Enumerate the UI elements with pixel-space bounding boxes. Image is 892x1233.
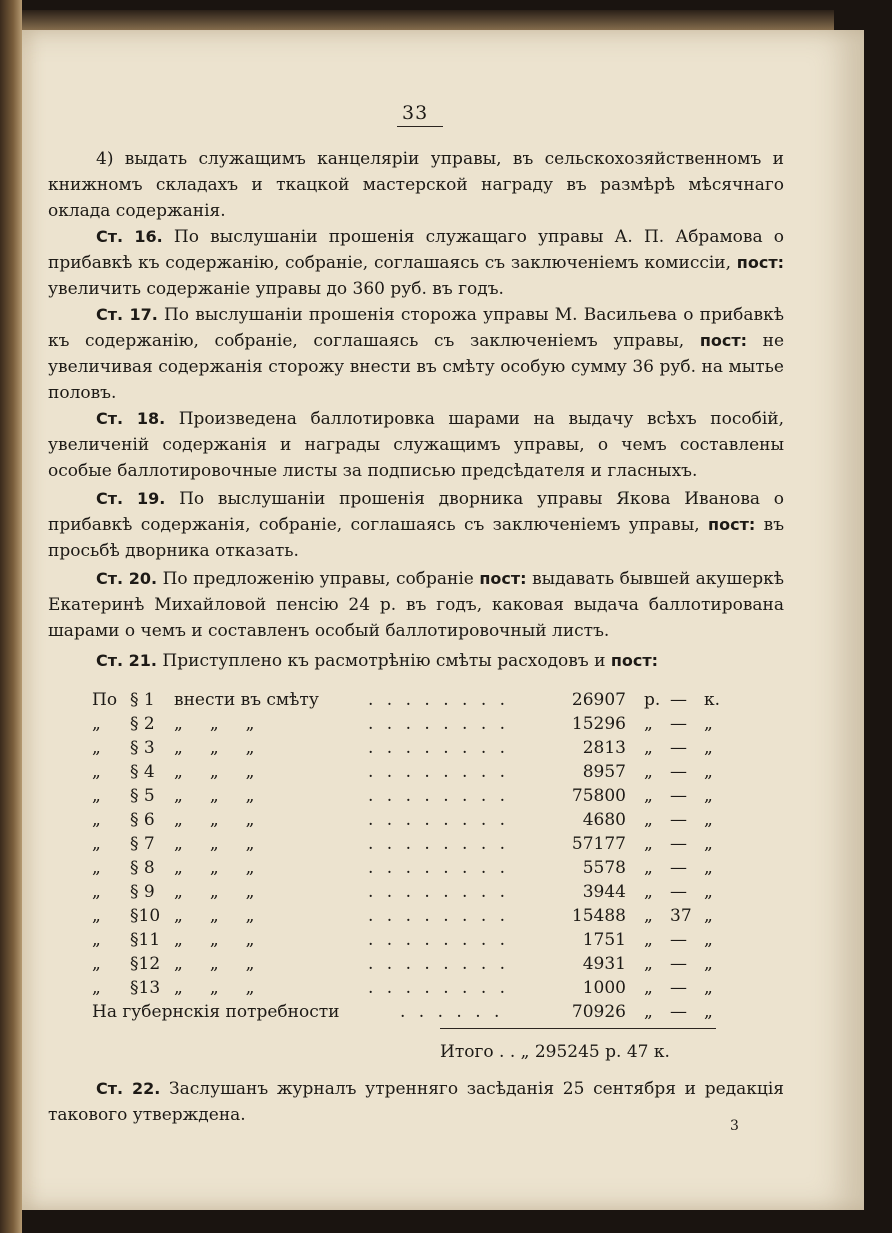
- article-text: Произведена баллотировка шарами на выдачу всѣхъ пособій, увеличеній содержанія и награды служащимъ управы, о чемъ составлены особые баллотировочные листы за подписью предсѣдателя и гласныхъ.: [48, 409, 784, 481]
- budget-row: [92, 736, 712, 760]
- article-20: [48, 566, 784, 644]
- budget-row-kop-unit: „: [704, 930, 713, 950]
- budget-row-amount: 8957: [582, 762, 626, 782]
- budget-row-description: „ „ „: [174, 930, 255, 950]
- article-22: [48, 1076, 784, 1128]
- budget-row-kop-unit: „: [704, 1002, 713, 1022]
- budget-row-kop: —: [670, 714, 687, 734]
- article-number: Ст. 19.: [96, 489, 166, 508]
- total-kop-unit: к.: [653, 1042, 670, 1062]
- total-rub-unit: р.: [605, 1042, 622, 1062]
- budget-row-leader-dots: . . . . . . . .: [368, 930, 510, 950]
- budget-row-section: § 2: [130, 714, 155, 734]
- budget-row: [92, 952, 712, 976]
- budget-row-rub-unit: „: [644, 906, 653, 926]
- budget-row-kop: —: [670, 930, 687, 950]
- budget-row-kop: —: [670, 738, 687, 758]
- budget-row-description: „ „ „: [174, 762, 255, 782]
- budget-row-rub-unit: р.: [644, 690, 661, 710]
- budget-row-amount: 1000: [582, 978, 626, 998]
- budget-row: [92, 760, 712, 784]
- budget-row-amount: 26907: [571, 690, 626, 710]
- budget-row-description: внести въ смѣту: [174, 690, 319, 710]
- budget-row-amount: 4931: [582, 954, 626, 974]
- budget-row-section: § 6: [130, 810, 155, 830]
- resolution-keyword: пост:: [708, 515, 756, 534]
- budget-row-description: „ „ „: [174, 738, 255, 758]
- paragraph-text: 4) выдать служащимъ канцеляріи управы, въ сельскохозяйственномъ и книжномъ складахъ и ткацкой мастерской награду въ размѣрѣ мѣсячнаго оклада содержанія.: [48, 149, 784, 221]
- article-text: По выслушаніи прошенія дворника управы Якова Иванова о прибавкѣ содержанія, собраніе, соглашаясь съ заключеніемъ управы,: [48, 489, 785, 535]
- budget-row-leader-dots: . . . . . . . .: [368, 786, 510, 806]
- budget-row-prefix: „: [92, 954, 101, 974]
- budget-row-section: § 1: [130, 690, 155, 710]
- page-number: 33: [402, 102, 429, 124]
- article-21: [48, 648, 784, 674]
- article-text: Приступлено къ расмотрѣнію смѣты расходовъ и: [162, 651, 606, 671]
- article-number: Ст. 18.: [96, 409, 166, 428]
- budget-row-provincial: [92, 1000, 712, 1024]
- budget-table: [92, 688, 721, 1024]
- budget-row-description: „ „ „: [174, 954, 255, 974]
- book-top-edge: [22, 10, 834, 32]
- resolution-keyword: пост:: [736, 253, 784, 272]
- total-kop: 47: [626, 1042, 649, 1062]
- budget-row-amount: 2813: [582, 738, 626, 758]
- budget-row-prefix: „: [92, 930, 101, 950]
- total-rule: [440, 1028, 716, 1029]
- book-spine: [0, 0, 22, 1233]
- article-text: увеличить содержаніе управы до 360 руб. въ годъ.: [48, 279, 504, 299]
- budget-row-description: „ „ „: [174, 882, 255, 902]
- budget-row-description: На губернскія потребности: [92, 1002, 340, 1022]
- article-number: Ст. 17.: [96, 305, 158, 324]
- budget-row-prefix: „: [92, 858, 101, 878]
- budget-row-rub-unit: „: [644, 834, 653, 854]
- budget-row-kop-unit: „: [704, 978, 713, 998]
- budget-row-amount: 1751: [582, 930, 626, 950]
- budget-row-kop-unit: к.: [704, 690, 721, 710]
- budget-row-section: §10: [130, 906, 161, 926]
- budget-row-rub-unit: „: [644, 786, 653, 806]
- article-text: въ просьбѣ дворника отказать.: [48, 515, 785, 561]
- budget-row-kop-unit: „: [704, 858, 713, 878]
- budget-row-leader-dots: . . . . . . . .: [368, 906, 510, 926]
- budget-row-kop: —: [670, 1002, 687, 1022]
- budget-row-kop: —: [670, 858, 687, 878]
- article-number: Ст. 20.: [96, 569, 158, 588]
- budget-row-amount: 70926: [571, 1002, 626, 1022]
- budget-row-leader-dots: . . . . . . . .: [368, 690, 510, 710]
- article-18: [48, 406, 784, 484]
- budget-row-leader-dots: . . . . . . . .: [368, 882, 510, 902]
- budget-row-amount: 3944: [582, 882, 626, 902]
- budget-row-rub-unit: „: [644, 714, 653, 734]
- budget-row: [92, 784, 712, 808]
- budget-row-amount: 4680: [582, 810, 626, 830]
- budget-row-description: „ „ „: [174, 978, 255, 998]
- budget-row: [92, 856, 712, 880]
- budget-row-kop: —: [670, 810, 687, 830]
- budget-row-kop: —: [670, 762, 687, 782]
- budget-row-kop-unit: „: [704, 882, 713, 902]
- paragraph-item-4: [48, 146, 784, 224]
- budget-row-prefix: „: [92, 906, 101, 926]
- budget-row-prefix: „: [92, 882, 101, 902]
- budget-row-rub-unit: „: [644, 882, 653, 902]
- article-text: выдавать бывшей акушеркѣ Екатеринѣ Михайловой пенсію 24 р. въ годъ, каковая выдача баллотирована шарами о чемъ и составленъ особый баллотировочный листъ.: [48, 569, 785, 641]
- budget-row: [92, 688, 721, 712]
- budget-row-prefix: „: [92, 978, 101, 998]
- budget-row-rub-unit: „: [644, 762, 653, 782]
- article-16: [48, 224, 784, 302]
- budget-row-leader-dots: . . . . . . . .: [368, 834, 510, 854]
- budget-row-prefix: „: [92, 762, 101, 782]
- budget-row-kop-unit: „: [704, 786, 713, 806]
- budget-row: [92, 928, 712, 952]
- budget-row-rub-unit: „: [644, 978, 653, 998]
- resolution-keyword: пост:: [479, 569, 527, 588]
- budget-row-rub-unit: „: [644, 738, 653, 758]
- budget-row-section: § 5: [130, 786, 155, 806]
- budget-row-kop-unit: „: [704, 714, 713, 734]
- budget-row-description: „ „ „: [174, 906, 255, 926]
- total-label: Итого . .: [440, 1042, 516, 1062]
- budget-row-leader-dots: . . . . . . . .: [368, 954, 510, 974]
- budget-row-section: §12: [130, 954, 161, 974]
- budget-row-kop-unit: „: [704, 906, 713, 926]
- budget-row-section: § 4: [130, 762, 155, 782]
- budget-row-kop: 37: [670, 906, 692, 926]
- article-text: По выслушаніи прошенія сторожа управы М. Васильева о прибавкѣ къ содержанію, собраніе, соглашаясь съ заключеніемъ управы,: [48, 305, 784, 351]
- budget-row-section: § 7: [130, 834, 155, 854]
- budget-row-section: § 9: [130, 882, 155, 902]
- budget-row-kop-unit: „: [704, 954, 713, 974]
- budget-row-leader-dots: . . . . . . . .: [368, 810, 510, 830]
- budget-row-prefix: „: [92, 834, 101, 854]
- budget-row: [92, 832, 712, 856]
- budget-row-rub-unit: „: [644, 858, 653, 878]
- article-text: не увеличивая содержанія сторожу внести въ смѣту особую сумму 36 руб. на мытье половъ.: [48, 331, 785, 403]
- budget-row-rub-unit: „: [644, 1002, 653, 1022]
- budget-row: [92, 904, 712, 928]
- budget-row-amount: 15488: [571, 906, 626, 926]
- resolution-keyword: пост:: [699, 331, 748, 350]
- budget-row-description: „ „ „: [174, 858, 255, 878]
- budget-row-prefix: „: [92, 786, 101, 806]
- article-text: По выслушаніи прошенія служащаго управы А. П. Абрамова о прибавкѣ къ содержанію, собраніе, соглашаясь съ заключеніемъ комиссіи,: [48, 227, 784, 273]
- book-page: [22, 30, 864, 1210]
- budget-row-kop: —: [670, 786, 687, 806]
- budget-row-amount: 15296: [571, 714, 626, 734]
- budget-row-section: § 8: [130, 858, 155, 878]
- budget-row: [92, 712, 712, 736]
- budget-row-rub-unit: „: [644, 810, 653, 830]
- budget-row: [92, 808, 712, 832]
- budget-row-section: §11: [130, 930, 161, 950]
- budget-row-description: „ „ „: [174, 714, 255, 734]
- budget-row-leader-dots: . . . . . . . .: [368, 978, 510, 998]
- article-text: По предложенію управы, собраніе: [162, 569, 474, 589]
- budget-row-kop: —: [670, 954, 687, 974]
- budget-row-kop: —: [670, 882, 687, 902]
- article-text: Заслушанъ журналъ утренняго засѣданія 25 сентября и редакція такового утверждена.: [48, 1079, 784, 1125]
- budget-row-amount: 57177: [571, 834, 626, 854]
- budget-row-amount: 5578: [582, 858, 626, 878]
- budget-row-rub-unit: „: [644, 930, 653, 950]
- article-19: [48, 486, 784, 564]
- budget-row-leader-dots: . . . . . .: [400, 1002, 504, 1022]
- article-number: Ст. 22.: [96, 1079, 161, 1098]
- budget-row-section: §13: [130, 978, 161, 998]
- budget-row-description: „ „ „: [174, 786, 255, 806]
- budget-row: [92, 880, 712, 904]
- budget-row-leader-dots: . . . . . . . .: [368, 762, 510, 782]
- budget-row-prefix: „: [92, 738, 101, 758]
- budget-row-kop: —: [670, 690, 687, 710]
- budget-row: [92, 976, 712, 1000]
- total-amount: „ 295245: [520, 1042, 600, 1062]
- budget-row-kop-unit: „: [704, 810, 713, 830]
- budget-row-section: § 3: [130, 738, 155, 758]
- budget-row-leader-dots: . . . . . . . .: [368, 858, 510, 878]
- budget-total-row: [440, 1042, 730, 1062]
- budget-row-amount: 75800: [571, 786, 626, 806]
- article-number: Ст. 21.: [96, 651, 158, 670]
- budget-row-kop: —: [670, 978, 687, 998]
- article-number: Ст. 16.: [96, 227, 163, 246]
- resolution-keyword: пост:: [610, 651, 659, 670]
- budget-row-prefix: „: [92, 714, 101, 734]
- budget-row-leader-dots: . . . . . . . .: [368, 714, 510, 734]
- budget-row-leader-dots: . . . . . . . .: [368, 738, 510, 758]
- page-number-rule: [397, 126, 443, 127]
- budget-row-prefix: По: [92, 690, 118, 710]
- budget-row-kop-unit: „: [704, 738, 713, 758]
- budget-row-description: „ „ „: [174, 810, 255, 830]
- budget-row-description: „ „ „: [174, 834, 255, 854]
- budget-row-kop: —: [670, 834, 687, 854]
- signature-mark: 3: [730, 1118, 739, 1134]
- budget-row-rub-unit: „: [644, 954, 653, 974]
- article-17: [48, 302, 784, 406]
- budget-row-prefix: „: [92, 810, 101, 830]
- budget-row-kop-unit: „: [704, 762, 713, 782]
- budget-row-kop-unit: „: [704, 834, 713, 854]
